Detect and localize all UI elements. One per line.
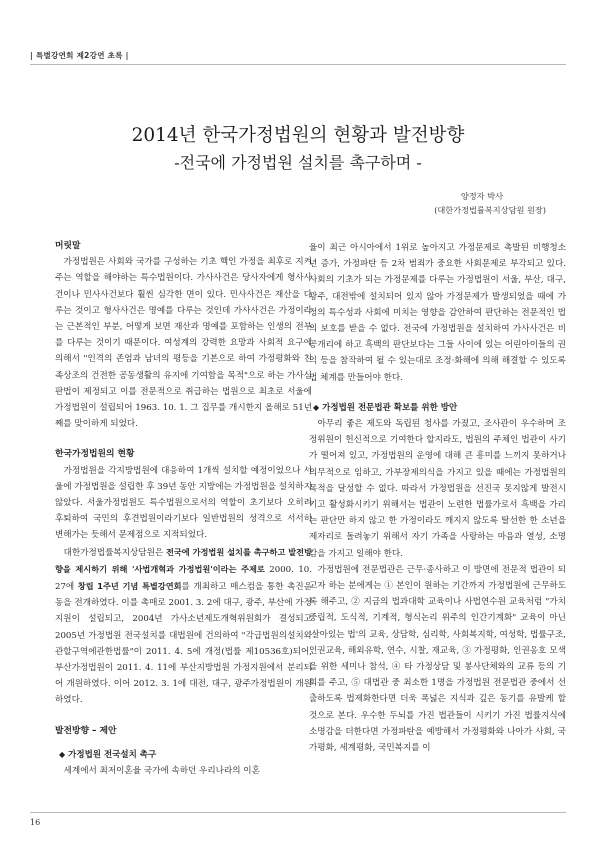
section-heading-intro: 머릿말 (55, 241, 81, 251)
diamond-bullet-icon: ◆ (59, 749, 66, 759)
section-heading-proposal: 발전방향 – 제안 (55, 725, 117, 736)
author-name: 양정자 박사 (460, 191, 503, 201)
paragraph-nationwide-start: 세계에서 최저이혼율 국가에 속하던 우리나라의 이혼 (63, 766, 260, 777)
footer-divider (30, 812, 566, 813)
paragraph-status-2: 대한가정법률복지상담원은 전국에 가정법원 설치를 촉구하고 발전방향을 제시하기 위해 '사법개혁과 가정법원'이라는 주제로 2000. 10. 27에 창립 1주년 기념 특별강연회를 개최하고 매스컴을 통한 촉진운동을 전개하였다. 이를 촉매로 2001. 3. 2에 대구, 광주, 부산에 가정지원이 설립되고, 2004년 가사소년제도개혁위원회가 결성되고 2005년 가정법원 전국설치를 대법원에 건의하여 "각급법원의설치와관할구역에관한법률"이 2011. 4. 5에 개정(법률 제10536호)되어, 부산가정법원이 2011. 4. 11에 부산지방법원 가정지원에서 분리되어 개원하였다. 이어 2012. 3. 1에 대전, 대구, 광주가정법원이 개원하였다. (55, 546, 312, 706)
page-subtitle: -전국에 가정법원 설치를 촉구하며 - (174, 153, 422, 172)
right-column (309, 240, 566, 803)
diamond-bullet-icon: ◆ (313, 402, 320, 412)
header-divider (30, 64, 566, 65)
running-header: | 특별강연회 제2강연 초록 | (30, 51, 129, 60)
page-title: 2014년 한국가정법원의 현황과 발전방향 (131, 125, 465, 146)
paragraph-nationwide-cont: 율이 최근 아시아에서 1위로 높아지고 가정문제로 촉발된 비행청소년 증가, 가정파탄 등 2차 범죄가 중요한 사회문제로 부각되고 있다. 사회의 기초가 되는 가정문제를 다루는 가정법원이 서울, 부산, 대구, 광주, 대전밖에 설치되어 있지 않아 가정문제가 발생되었을 때에 가정의 특수성과 사회에 미치는 영향을 감안하여 판단하는 전문적인 법의 보호를 받을 수 없다. 전국에 가정법원을 설치하여 가사사건은 비공개리에 하고 흑백의 판단보다는 그들 사이에 있는 어린아이들의 권익 등을 참작하여 될 수 있는대로 조정·화해에 의해 해결할 수 있도록 법 체계를 만들어야 한다. (309, 243, 566, 383)
paragraph-judges-2: 가정법원에 전문법관은 근무·종사하고 이 방면에 전문적 법관이 되고자 하는 분에게는 ① 본인이 원하는 기간까지 가정법원에 근무하도록 해주고, ② 지금의 법과대학 교육이나 사법연수원 교육처럼 "가치중립적, 도식적, 기계적, 형식논리 위주의 인간기계화" 교육이 아닌 '살아있는 법'의 교육, 상담학, 심리학, 사회복지학, 여성학, 법률구조, 인권교육, 해외유학, 연수, 시찰, 재교육, ③ 가정평화, 인권옹호 모색을 위한 세미나 참석, ④ 타 가정상담 및 봉사단체와의 교류 등의 기회를 주고, ⑤ 대법관 중 최소한 1명을 가정법원 전문법관 중에서 선출하도록 법제화한다면 더욱 폭넓은 지식과 깊은 동기를 유발케 할 것으로 본다. 우수한 두뇌를 가진 법관들이 시키기 가진 법률지식에 소명감을 더한다면 가정파탄을 예방해서 가정평화와 나아가 사회, 국가평화, 세계평화, 국민복지를 이 (309, 564, 566, 754)
left-column (55, 238, 312, 803)
subheading-specialist-judges: ◆ 가정법원 전문법관 확보를 위한 방안 (313, 402, 458, 413)
paragraph-status-1: 가정법원을 각지방법원에 대응하여 1개씩 설치할 예정이었으나 서울에 가정법원을 설립한 후 39년 동안 지방에는 가정법원을 설치하지 않았다. 서울가정법원도 특수법원으로서의 역할이 초기보다 오히려 후퇴하여 국민의 후견법원이라기보다 일반법원의 성격으로 서서히 변해가는 듯해서 문제점으로 지적되었다. (55, 465, 312, 541)
subheading-nationwide-courts: ◆ 가정법원 전국설치 촉구 (59, 749, 157, 760)
paragraph-judges-1: 아무리 좋은 제도와 독립된 청사를 가졌고, 조사관이 우수하며 조정위원이 헌신적으로 기여한다 할지라도, 법원의 주체인 법관이 사기가 떨어져 있고, 가정법원의 운영에 대해 큰 흥미를 느끼지 못하거나 의무적으로 임하고, 가부장제의식을 가지고 있을 때에는 가정법원의 목적을 달성할 수 없다. 따라서 가정법원을 선진국 못지않게 발전시키고 활성화시키기 위해서는 법관이 노련한 법률가로서 흑백을 가리는 판단만 하지 않고 한 가정이라도 깨지지 않도록 탈선한 한 소년을 제자리로 돌려놓기 위해서 자기 가족을 사랑하는 마음과 열성, 소명감을 가지고 일해야 한다. (309, 419, 566, 559)
section-heading-status: 한국가정법원의 현황 (55, 449, 135, 460)
page-number: 16 (30, 818, 41, 827)
author-affiliation: (대한가정법률복지상담원 원장) (434, 205, 546, 215)
paragraph-intro: 가정법원은 사회와 국가를 구성하는 기초 핵인 가정을 최후로 지켜주는 역할을 해야하는 특수법원이다. 가사사건은 당사자에게 형사사건이나 민사사건보다 훨씬 심각한 면이 있다. 민사사건은 재산을 다루는 것이고 형사사건은 명예를 다루는 것인데 가사사건은 가정이라는 근본적인 부분, 어떻게 보면 재산과 명예를 포함하는 인생의 전부를 다루는 것이기 때문이다. 여성계의 강력한 요망과 사회적 요구에 의해서 "인격의 존엄과 남녀의 평등을 기본으로 하여 가정평화와 친족상조의 건전한 공동생활의 유지에 기여함을 목적"으로 하는 가사심판법이 제정되고 이를 전문적으로 취급하는 법원으로 최초로 서울에 가정법원이 설립되어 1963. 10. 1. 그 집무를 개시한지 올해로 51년째를 맞이하게 되었다. (55, 257, 312, 430)
